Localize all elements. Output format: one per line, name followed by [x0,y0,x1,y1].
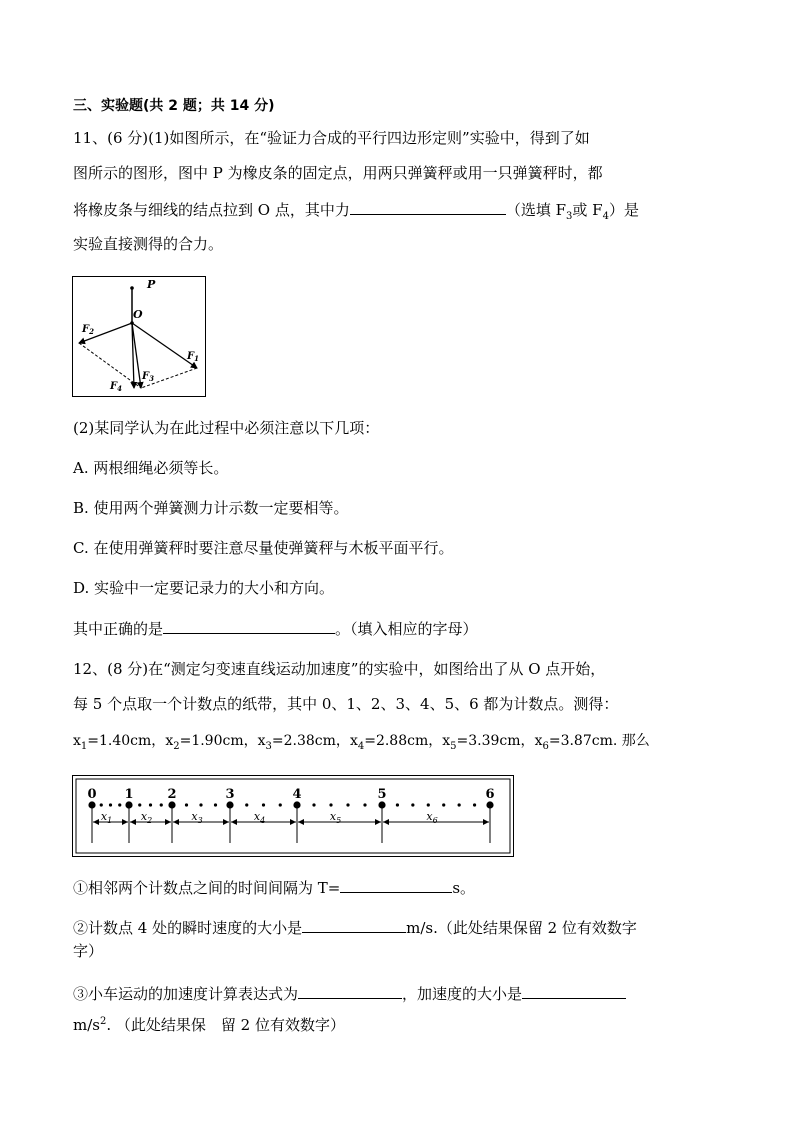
tape-arrowhead-right [223,819,229,825]
tape-segment-label: $x_2$ [140,810,153,825]
q12-item3-note: . （此处结果保 留 2 位有效数字） [106,1016,345,1034]
tape-small-dot [442,803,445,806]
tape-small-dot [363,803,366,806]
measurement-x2-name: x [165,733,174,749]
measurement-x1-sub: 1 [80,740,88,752]
q12-item2-unit: m/s.（此处结果保留 2 位有效数字 [406,919,637,937]
tape-arrowhead-right [165,819,171,825]
option-a: A. 两根细绳必须等长。 [73,459,229,477]
figure-frame [73,277,206,397]
q12-velocity-blank[interactable] [302,917,406,933]
tape-small-dot [199,803,202,806]
measurement-x4-name: x [349,733,358,749]
tape-small-dot [346,803,349,806]
q11-line3-choice-a: （选填 F [505,201,567,219]
q11-line2: 图所示的图形，图中 P 为橡皮条的固定点，用两只弹簧秤或用一只弹簧秤时，都 [73,164,603,182]
measurement-x5-name: x [442,733,451,749]
tape-arrowhead-left [93,819,99,825]
tape-arrowhead-right [375,819,381,825]
tape-small-dot [427,803,430,806]
tape-small-dot [396,803,399,806]
q12-expression-blank[interactable] [298,983,402,999]
q11-answer-line [73,618,478,639]
measurement-x6-sub: 6 [542,740,549,752]
tape-small-dot [138,803,141,806]
tape-segment-label: $x_3$ [191,810,203,825]
measurement-x4-sub: 4 [357,740,365,752]
q12-line2: 每 5 个点取一个计数点的纸带，其中 0、1、2、3、4、5、6 都为计数点。测得： [73,695,619,713]
q12-item1-unit: s。 [452,879,476,897]
tape-arrowhead-right [122,819,128,825]
label-f1: $F_1$ [187,351,199,363]
tape-point-label: 2 [167,787,177,802]
tape-small-dot [473,803,476,806]
q12-period-blank[interactable] [340,877,452,893]
tape-point-label: 0 [87,787,97,802]
label-f3: $F_3$ [142,371,154,383]
option-c: C. 在使用弹簧秤时要注意尽量使弹簧秤与木板平面平行。 [73,539,454,557]
q11-line4: 实验直接测得的合力。 [73,235,224,253]
tape-point-label: 1 [124,787,134,802]
tape-small-dot [100,803,103,806]
q12-item3-line2 [73,1015,345,1035]
measurement-x4-value: =2.88cm， [364,733,443,749]
tape-point-label: 5 [377,787,387,802]
measurement-x1-name: x [73,733,81,749]
q11-answer-blank-2[interactable] [163,618,335,634]
measurement-x3-value: =2.38cm， [271,733,350,749]
q11-part2-intro: (2)某同学认为在此过程中必须注意以下几项： [73,419,380,437]
q11-line3-choice-b: 或 F [572,201,603,219]
tape-arrowhead-left [231,819,237,825]
tape-count-point [293,801,300,808]
tape-count-point [88,801,95,808]
measurement-x1-value: =1.40cm， [87,733,166,749]
q12-item3-text: ③小车运动的加速度计算表达式为 [73,985,299,1003]
q12-line1: 12、(8 分)在“测定匀变速直线运动加速度”的实验中，如图给出了从 O 点开始， [73,660,606,678]
fixed-point-p [130,286,134,290]
tape-small-dot [458,803,461,806]
q12-measurements [73,731,650,751]
q12-unit-exponent: 2 [99,1016,107,1027]
tape-small-dot [185,803,188,806]
label-p: P [147,278,156,291]
tape-count-point [168,801,175,808]
tape-small-dot [262,803,265,806]
tape-small-dot [149,803,152,806]
section-header: 三、实验题(共 2 题；共 14 分) [73,98,275,114]
q11-line3-tail: ）是 [608,201,639,219]
q12-item2 [73,917,637,938]
option-d: D. 实验中一定要记录力的大小和方向。 [73,579,335,597]
ticker-tape-figure [72,775,514,857]
tape-arrowhead-left [173,819,179,825]
q12-item3 [73,983,626,1004]
tape-small-dot [329,803,332,806]
tape-small-dot [411,803,414,806]
measurement-x5-sub: 5 [450,740,457,752]
tape-arrowhead-left [130,819,136,825]
tape-arrowhead-left [298,819,304,825]
tape-small-dot [279,803,282,806]
measurement-x6-value: =3.87cm. 那么 [548,733,650,749]
tape-point-label: 3 [225,787,235,802]
q11-line3-text: 将橡皮条与细线的结点拉到 O 点，其中力 [73,201,350,219]
tape-count-point [486,801,493,808]
measurement-x5-value: =3.39cm， [456,733,535,749]
tape-segment-label: $x_6$ [426,810,438,825]
label-f4: $F_4$ [110,381,122,393]
q12-acceleration-blank[interactable] [522,983,626,999]
tape-small-dot [160,803,163,806]
tape-small-dot [118,803,121,806]
tape-segment-label: $x_1$ [100,810,113,825]
q11-answer-label: 其中正确的是 [73,620,164,638]
q12-item1 [73,877,475,898]
q12-acceleration-unit: m/s [73,1016,100,1034]
q12-item2-line2: 字） [73,942,104,960]
force-parallelogram-figure [72,276,206,397]
q11-line3-sub-a: 3 [566,211,573,222]
q11-answer-blank-1[interactable] [350,199,506,215]
tape-point-label: 6 [485,787,495,802]
tape-count-point [378,801,385,808]
tape-count-point [226,801,233,808]
tape-count-point [125,801,132,808]
option-b: B. 使用两个弹簧测力计示数一定要相等。 [73,499,349,517]
tape-small-dot [245,803,248,806]
tape-small-dot [214,803,217,806]
tape-small-dot [312,803,315,806]
tape-segment-label: $x_5$ [329,810,342,825]
tape-arrowhead-right [290,819,296,825]
tape-point-label: 4 [292,787,302,802]
tape-small-dot [109,803,112,806]
tape-arrowhead-right [483,819,489,825]
q11-line1: 11、(6 分)(1)如图所示，在“验证力合成的平行四边形定则”实验中，得到了如 [73,129,590,147]
measurement-x2-sub: 2 [173,740,180,752]
tape-arrowhead-left [383,819,389,825]
q12-item2-text: ②计数点 4 处的瞬时速度的大小是 [73,919,303,937]
q11-line3 [73,199,639,220]
tape-segment-label: $x_4$ [253,810,266,825]
measurement-x2-value: =1.90cm， [179,733,258,749]
q11-line3-sub-b: 4 [602,211,609,222]
q12-item3-mid: ，加速度的大小是 [402,985,523,1003]
label-o: O [133,308,143,321]
measurement-x3-sub: 3 [265,740,272,752]
measurement-x6-name: x [534,733,543,749]
label-f2: $F_2$ [82,324,94,336]
q12-item1-text: ①相邻两个计数点之间的时间间隔为 T= [73,879,341,897]
measurement-x3-name: x [257,733,266,749]
q11-answer-hint: 。（填入相应的字母） [335,620,478,638]
